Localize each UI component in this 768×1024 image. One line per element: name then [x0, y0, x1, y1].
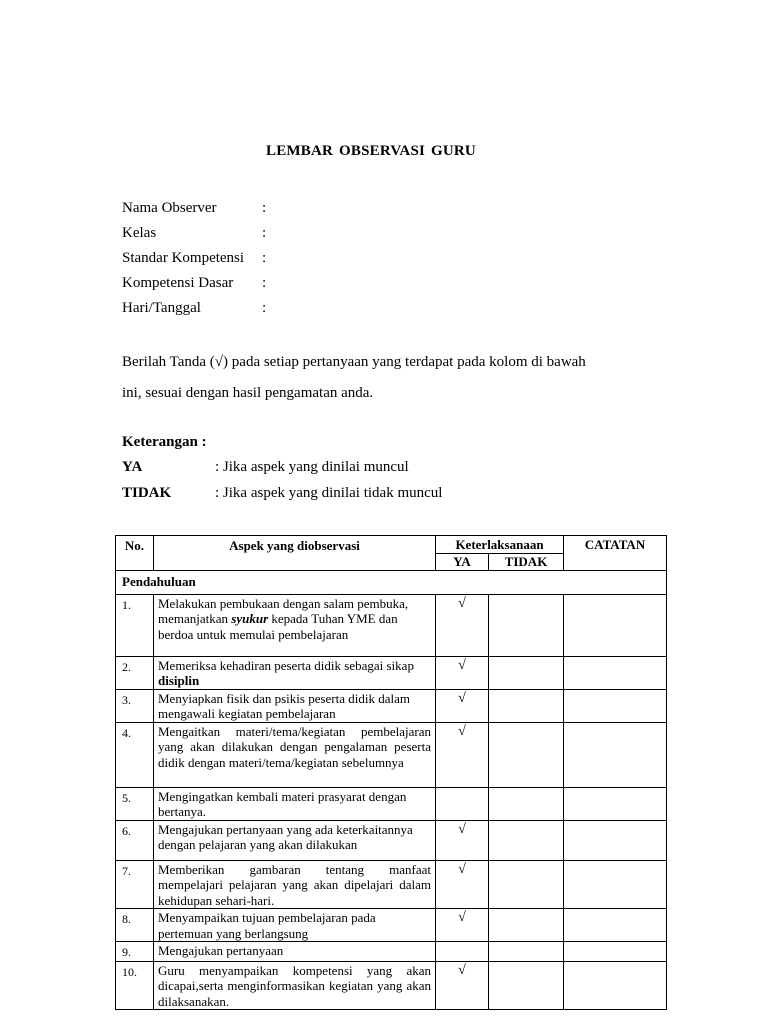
- legend-key: TIDAK: [122, 485, 172, 501]
- header-ya: YA: [436, 553, 489, 570]
- table-row: [116, 909, 667, 942]
- document-title: LEMBAR OBSERVASI GURU: [266, 143, 476, 159]
- row-number: 9.: [116, 942, 154, 962]
- row-catatan-cell: [564, 961, 667, 1010]
- table-header-row: [116, 536, 667, 554]
- row-catatan-cell: [564, 787, 667, 820]
- row-ya-check: √: [436, 689, 489, 722]
- header-aspek: Aspek yang diobservasi: [154, 536, 436, 571]
- row-aspect: Mengingatkan kembali materi prasyarat dengan bertanya.: [154, 787, 436, 820]
- header-keterlaksanaan: Keterlaksanaan: [436, 536, 564, 554]
- field-standar-kompetensi: [122, 250, 266, 270]
- table-row: [116, 787, 667, 820]
- row-ya-check: √: [436, 820, 489, 860]
- row-tidak-cell: [489, 594, 564, 656]
- table-row: [116, 594, 667, 656]
- row-tidak-cell: [489, 689, 564, 722]
- instruction-line-2: ini, sesuai dengan hasil pengamatan anda.: [122, 385, 374, 401]
- row-ya-check: √: [436, 860, 489, 909]
- table-row: [116, 942, 667, 962]
- row-number: 10.: [116, 961, 154, 1010]
- row-aspect: Menyampaikan tujuan pembelajaran pada pertemuan yang berlangsung: [154, 909, 436, 942]
- field-label: Kompetensi Dasar: [122, 275, 234, 291]
- row-tidak-cell: [489, 942, 564, 962]
- field-colon: :: [262, 200, 267, 216]
- row-aspect: Mengaitkan materi/tema/kegiatan pembelajaran yang akan dilakukan dengan pengalaman peserta didik dengan materi/tema/kegiatan sebelumnya: [154, 722, 436, 787]
- field-colon: :: [262, 250, 267, 266]
- row-catatan-cell: [564, 656, 667, 689]
- legend-desc: : Jika aspek yang dinilai muncul: [215, 459, 409, 475]
- row-aspect: Mengajukan pertanyaan yang ada keterkaitannya dengan pelajaran yang akan dilakukan: [154, 820, 436, 860]
- section-row: [116, 570, 667, 594]
- row-tidak-cell: [489, 787, 564, 820]
- row-number: 7.: [116, 860, 154, 909]
- row-aspect: Mengajukan pertanyaan: [154, 942, 436, 962]
- row-number: 1.: [116, 594, 154, 656]
- row-tidak-cell: [489, 860, 564, 909]
- row-catatan-cell: [564, 689, 667, 722]
- row-number: 8.: [116, 909, 154, 942]
- field-colon: :: [262, 275, 267, 291]
- row-tidak-cell: [489, 961, 564, 1010]
- row-number: 4.: [116, 722, 154, 787]
- legend-key: YA: [122, 459, 143, 475]
- row-ya-check: √: [436, 656, 489, 689]
- table-row: [116, 820, 667, 860]
- row-tidak-cell: [489, 820, 564, 860]
- row-aspect: Guru menyampaikan kompetensi yang akan dicapai,serta menginformasikan kegiatan yang akan dilaksanakan.: [154, 961, 436, 1010]
- section-label: Pendahuluan: [116, 570, 667, 594]
- row-catatan-cell: [564, 594, 667, 656]
- row-aspect: Memeriksa kehadiran peserta didik sebagai sikap disiplin: [154, 656, 436, 689]
- row-number: 6.: [116, 820, 154, 860]
- header-no: No.: [116, 536, 154, 571]
- table-row: [116, 860, 667, 909]
- header-catatan: CATATAN: [564, 536, 667, 571]
- row-tidak-cell: [489, 722, 564, 787]
- row-aspect: Melakukan pembukaan dengan salam pembuka, memanjatkan syukur kepada Tuhan YME dan berdoa untuk memulai pembelajaran: [154, 594, 436, 656]
- emphasis-disiplin: disiplin: [158, 673, 200, 688]
- row-number: 3.: [116, 689, 154, 722]
- emphasis-syukur: syukur: [231, 611, 269, 626]
- row-catatan-cell: [564, 820, 667, 860]
- field-colon: :: [262, 225, 267, 241]
- keterangan-heading: Keterangan :: [122, 434, 207, 450]
- row-tidak-cell: [489, 909, 564, 942]
- row-ya-check: √: [436, 722, 489, 787]
- header-tidak: TIDAK: [489, 553, 564, 570]
- row-catatan-cell: [564, 909, 667, 942]
- row-number: 5.: [116, 787, 154, 820]
- row-catatan-cell: [564, 942, 667, 962]
- row-catatan-cell: [564, 722, 667, 787]
- observation-table: [115, 535, 667, 1010]
- table-row: [116, 656, 667, 689]
- legend-ya: [122, 459, 409, 476]
- table-row: [116, 689, 667, 722]
- row-ya-check: [436, 942, 489, 962]
- field-label: Standar Kompetensi: [122, 250, 245, 266]
- row-catatan-cell: [564, 860, 667, 909]
- field-kompetensi-dasar: [122, 275, 266, 295]
- row-ya-check: √: [436, 594, 489, 656]
- row-aspect: Memberikan gambaran tentang manfaat mempelajari pelajaran yang akan dipelajari dalam kehidupan sehari-hari.: [154, 860, 436, 909]
- field-label: Nama Observer: [122, 200, 217, 216]
- field-hari-tanggal: [122, 300, 266, 320]
- row-ya-check: [436, 787, 489, 820]
- legend-tidak: [122, 485, 442, 502]
- instruction-line-1: Berilah Tanda (√) pada setiap pertanyaan yang terdapat pada kolom di bawah: [122, 354, 586, 370]
- field-nama-observer: [122, 200, 266, 220]
- row-ya-check: √: [436, 961, 489, 1010]
- table-row: [116, 722, 667, 787]
- field-kelas: [122, 225, 266, 245]
- legend-desc: : Jika aspek yang dinilai tidak muncul: [215, 485, 443, 501]
- field-label: Kelas: [122, 225, 157, 241]
- row-number: 2.: [116, 656, 154, 689]
- field-label: Hari/Tanggal: [122, 300, 201, 316]
- field-colon: :: [262, 300, 267, 316]
- row-ya-check: √: [436, 909, 489, 942]
- row-tidak-cell: [489, 656, 564, 689]
- table-row: [116, 961, 667, 1010]
- row-aspect: Menyiapkan fisik dan psikis peserta didik dalam mengawali kegiatan pembelajaran: [154, 689, 436, 722]
